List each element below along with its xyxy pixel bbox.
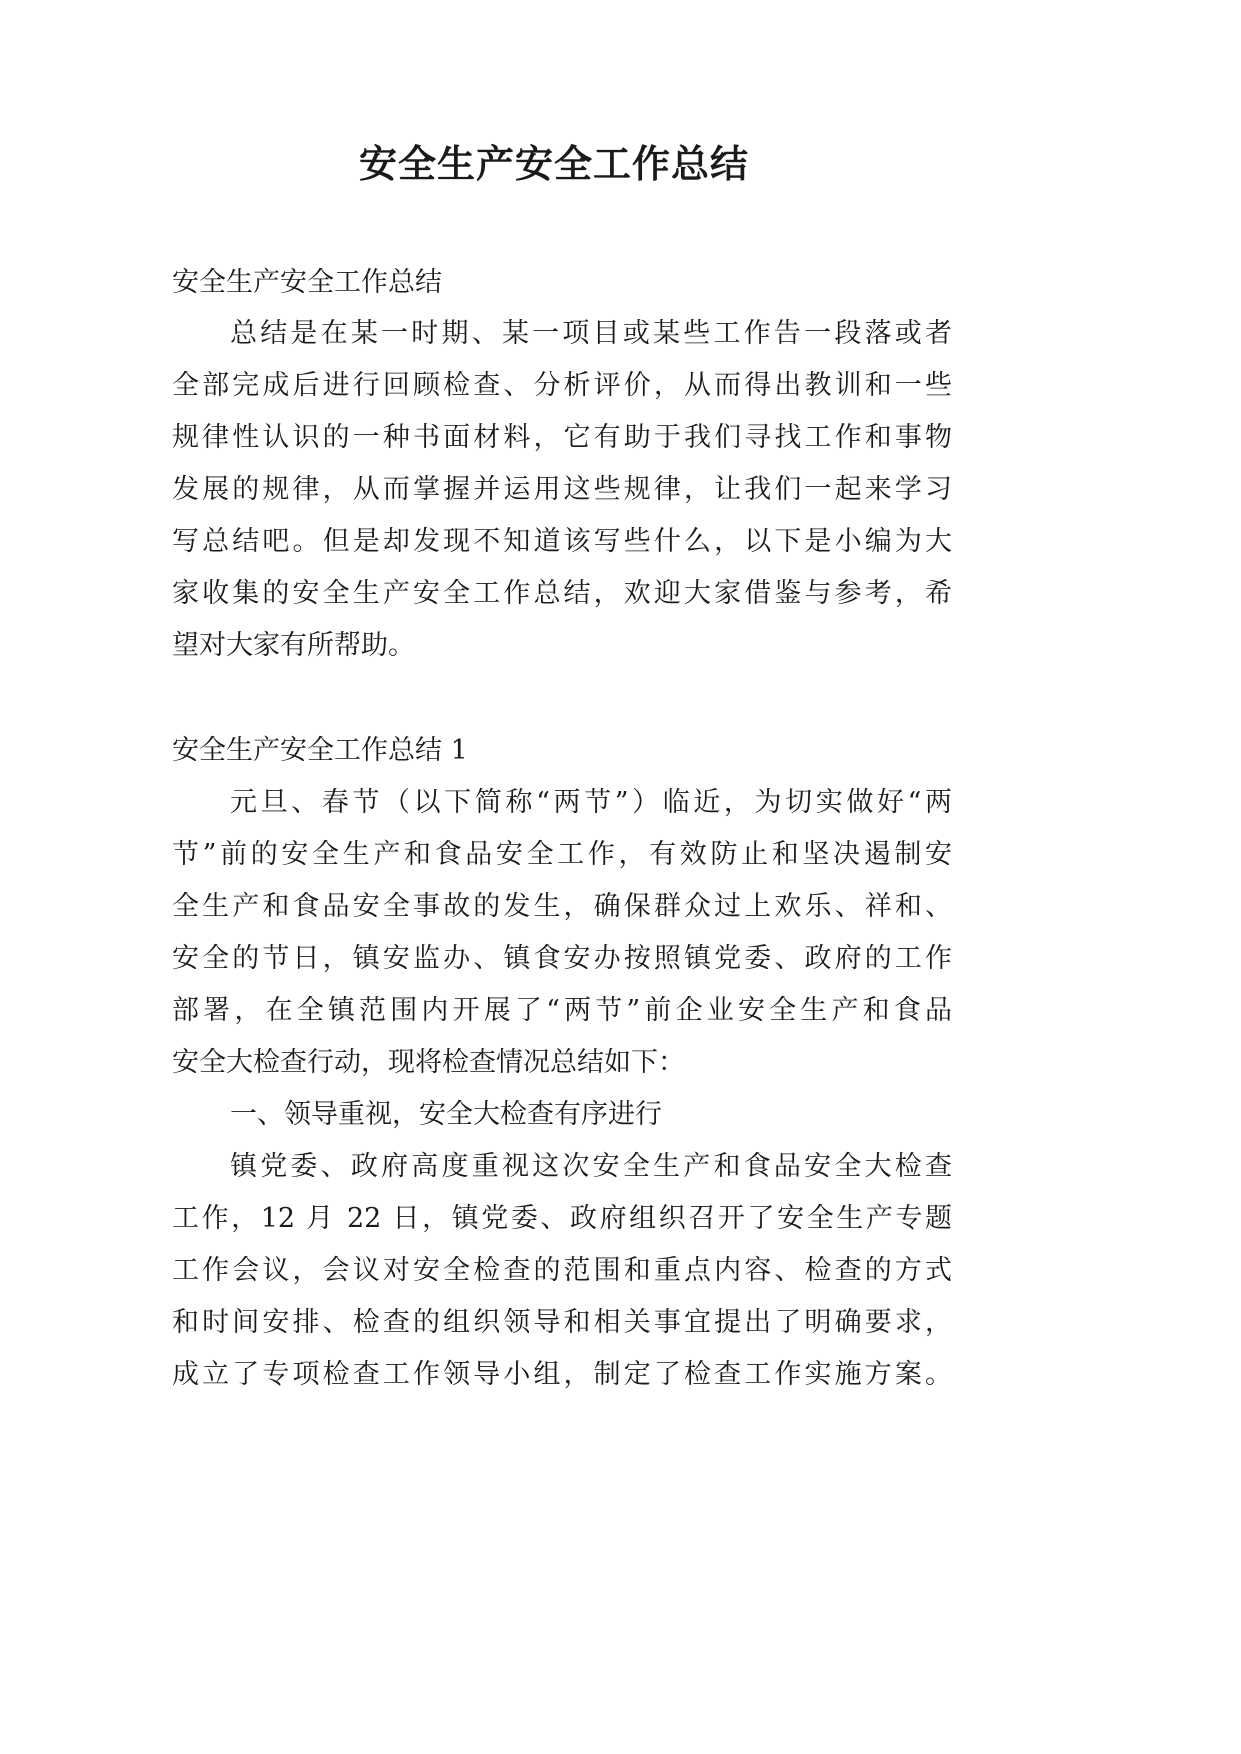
subtitle: 安全生产安全工作总结 xyxy=(172,267,442,298)
section1-line: 节”前的安全生产和食品安全工作，有效防止和坚决遏制安 xyxy=(172,839,952,870)
intro-line: 规律性认识的一种书面材料，它有助于我们寻找工作和事物 xyxy=(172,422,952,453)
intro-line: 望对大家有所帮助。 xyxy=(172,630,415,661)
section1-line: 部署，在全镇范围内开展了“两节”前企业安全生产和食品 xyxy=(172,995,952,1026)
point-heading: 一、领导重视，安全大检查有序进行 xyxy=(230,1099,662,1130)
section1-line: 全生产和食品安全事故的发生，确保群众过上欢乐、祥和、 xyxy=(172,891,952,922)
section-heading: 安全生产安全工作总结 1 xyxy=(172,735,468,766)
page-title: 安全生产安全工作总结 xyxy=(358,141,749,186)
intro-line: 总结是在某一时期、某一项目或某些工作告一段落或者 xyxy=(230,318,952,349)
intro-line: 家收集的安全生产安全工作总结，欢迎大家借鉴与参考，希 xyxy=(172,578,952,609)
section1-line: 安全大检查行动，现将检查情况总结如下： xyxy=(172,1047,685,1078)
section1-line: 安全的节日，镇安监办、镇食安办按照镇党委、政府的工作 xyxy=(172,943,952,974)
intro-line: 全部完成后进行回顾检查、分析评价，从而得出教训和一些 xyxy=(172,370,952,401)
point1-line: 工作，12 月 22 日，镇党委、政府组织召开了安全生产专题 xyxy=(172,1203,952,1234)
point1-line: 工作会议，会议对安全检查的范围和重点内容、检查的方式 xyxy=(172,1255,952,1286)
intro-line: 发展的规律，从而掌握并运用这些规律，让我们一起来学习 xyxy=(172,474,952,505)
point1-line: 和时间安排、检查的组织领导和相关事宜提出了明确要求， xyxy=(172,1307,952,1338)
intro-line: 写总结吧。但是却发现不知道该写些什么，以下是小编为大 xyxy=(172,526,952,557)
point1-line: 镇党委、政府高度重视这次安全生产和食品安全大检查 xyxy=(230,1151,952,1182)
section1-line: 元旦、春节（以下简称“两节”）临近，为切实做好“两 xyxy=(230,787,952,818)
point1-line: 成立了专项检查工作领导小组，制定了检查工作实施方案。 xyxy=(172,1359,952,1390)
